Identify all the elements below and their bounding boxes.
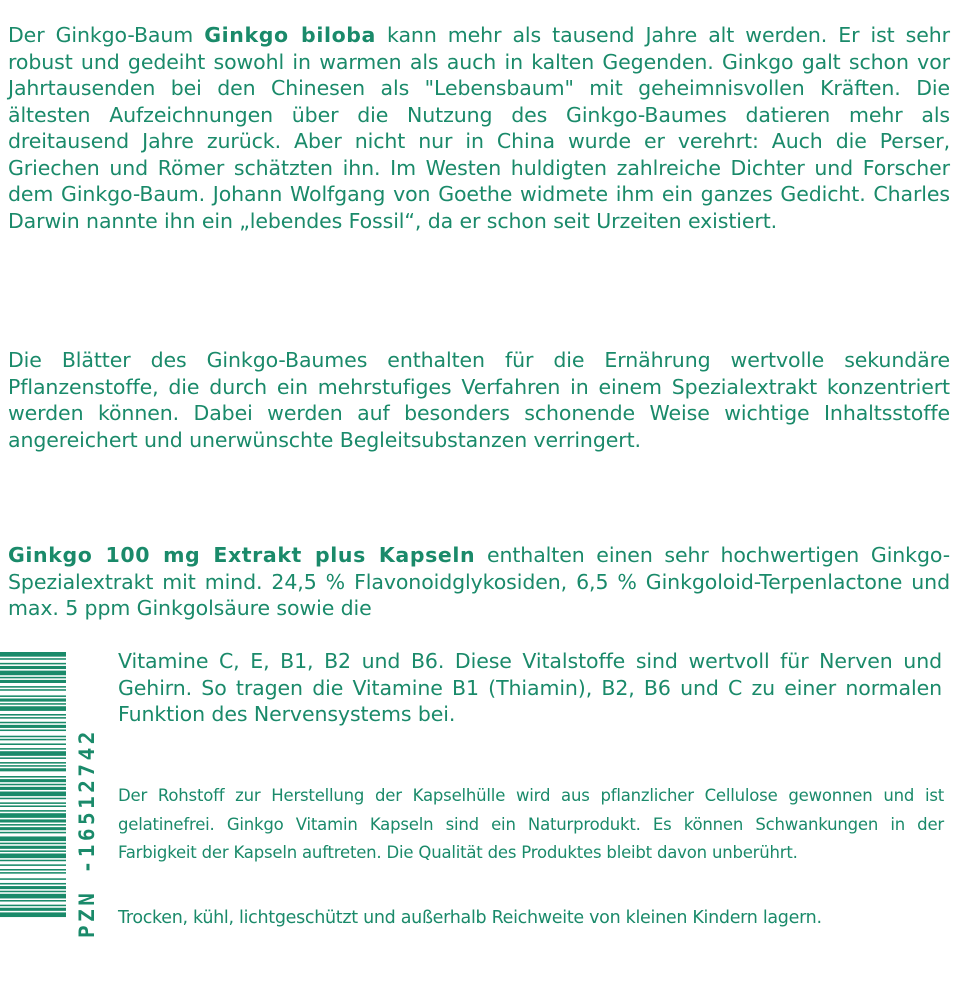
barcode-bar [0, 850, 66, 852]
barcode-bar [0, 883, 66, 885]
barcode-bar [0, 819, 66, 822]
barcode-bar [0, 836, 66, 841]
barcode-bar [0, 706, 66, 711]
barcode-bar [0, 739, 66, 741]
barcode-bar [0, 658, 66, 660]
barcode-bar [0, 872, 66, 874]
barcode-bar [0, 663, 66, 665]
barcode-bar [0, 824, 66, 826]
barcode-bar [0, 765, 66, 767]
barcode-bar [0, 779, 66, 782]
barcode-bar [0, 810, 66, 812]
barcode-bar [0, 714, 66, 716]
barcode-bar [0, 905, 66, 907]
paragraph1-intro: Der Ginkgo-Baum [8, 23, 205, 47]
paragraph-product-description [8, 542, 950, 622]
barcode-bar [0, 832, 66, 834]
pzn-number: PZN -16512742 [75, 728, 99, 938]
barcode-bar [0, 757, 66, 759]
barcode-bar [0, 666, 66, 669]
barcode-bar [0, 900, 66, 902]
barcode-bar [0, 736, 66, 738]
latin-name: Ginkgo biloba [204, 23, 376, 47]
barcode-bar [0, 894, 66, 899]
barcode-bar [0, 730, 66, 732]
paragraph-ginkgo-history [8, 22, 950, 234]
product-name: Ginkgo 100 mg Extrakt plus Kapseln [8, 543, 476, 567]
barcode-bar [0, 891, 66, 893]
barcode-bar [0, 886, 66, 889]
barcode-bar [0, 864, 66, 866]
paragraph-vitamins: Vitamine C, E, B1, B2 und B6. Diese Vitalstoffe sind wertvoll für Nerven und Gehirn. So tragen die Vitamine B1 (Thiamin), B2, B6 und C zu einer normalen Funktion des Nervensystems bei. [118, 649, 942, 726]
barcode-bar [0, 686, 66, 688]
barcode-bar [0, 813, 66, 818]
barcode-bar [0, 908, 66, 911]
barcode-bar [0, 680, 66, 683]
barcode-bar [0, 717, 66, 719]
barcode-bar [0, 776, 66, 778]
barcode-bar [0, 689, 66, 691]
barcode-bar [0, 768, 66, 771]
barcode-bar [0, 787, 66, 790]
barcode-bar [0, 695, 66, 697]
barcode-bar [0, 827, 66, 830]
barcode-bar [0, 677, 66, 679]
barcode-bar [0, 912, 66, 917]
barcode-bar [0, 722, 66, 724]
barcode-bar [0, 805, 66, 807]
barcode-bar [0, 798, 66, 800]
paragraph-leaf-extract: Die Blätter des Ginkgo-Baumes enthalten für die Ernährung wertvolle sekundäre Pflanzenstoffe, die durch ein mehrstufiges Verfahren in einem Spezialextrakt konzentriert werden können. Dabei werden auf besonders schonende Weise wichtige Inhaltsstoffe angereichert und unerwünschte Begleitsubstanzen verringert. [8, 348, 950, 452]
barcode-bar [0, 762, 66, 764]
paragraph3-text-part1: enthalten einen sehr hochwertigen Ginkgo-Spezialextrakt mit mind. 24,5 % Flavonoidglykosiden, 6,5 % Ginkgoloid-Terpenlactone und max. 5 ppm Ginkgolsäure sowie die [8, 543, 950, 620]
barcode-bar [0, 699, 66, 702]
barcode-bar [0, 743, 66, 745]
storage-instructions: Trocken, kühl, lichtgeschützt und außerhalb Reichweite von kleinen Kindern lagern. [118, 908, 822, 928]
barcode-bar [0, 751, 66, 756]
barcode-bar [0, 792, 66, 797]
small-print-capsule-info: Der Rohstoff zur Herstellung der Kapselhülle wird aus pflanzlicher Cellulose gewonnen und ist gelatinefrei. Ginkgo Vitamin Kapseln sind ein Naturprodukt. Es können Schwankungen in der Farbigkeit der Kapseln auftreten. Die Qualität des Produktes bleibt davon unberührt. [118, 786, 944, 862]
barcode-bar [0, 878, 66, 880]
pzn-barcode [0, 650, 66, 972]
barcode-bar [0, 846, 66, 849]
barcode-bar [0, 748, 66, 750]
barcode-bar [0, 671, 66, 676]
barcode-bar [0, 784, 66, 786]
barcode-bar [0, 652, 66, 657]
barcode-bar [0, 854, 66, 859]
barcode-bar [0, 869, 66, 871]
barcode-bar [0, 843, 66, 845]
paragraph1-text: kann mehr als tausend Jahre alt werden. Er ist sehr robust und gedeiht sowohl in warmen als auch in kalten Gegenden. Ginkgo galt schon vor Jahrtausenden bei den Chinesen als "Lebensbaum" mit geheimnisvollen Kräften. Die ältesten Aufzeichnungen über die Nutzung des Ginkgo-Baumes datieren mehr als dreitausend Jahre zurück. Aber nicht nur in China wurde er verehrt: Auch die Perser, Griechen und Römer schätzten ihn. Im Westen huldigten zahlreiche Dichter und Forscher dem Ginkgo-Baum. Johann Wolfgang von Goethe widmete ihm ein ganzes Gedicht. Charles Darwin nannte ihn ein „lebendes Fossil“, da er schon seit Urzeiten existiert. [8, 23, 950, 233]
barcode-bar [0, 725, 66, 728]
barcode-bar [0, 802, 66, 804]
barcode-bar [0, 860, 66, 862]
barcode-bar [0, 703, 66, 705]
